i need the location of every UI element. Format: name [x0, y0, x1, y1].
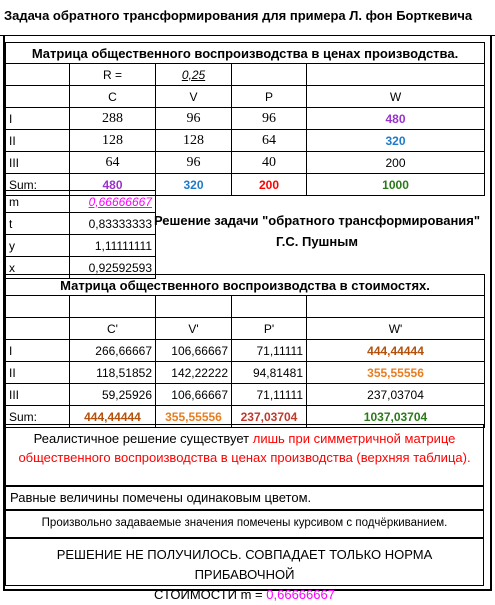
solution-line-2: Г.С. Пушным: [276, 234, 358, 249]
sum-cell: 444,44444: [70, 406, 156, 428]
note1-red: лишь при симметричной матрице общественного воспроизводства в ценах производства (верхняя таблица).: [18, 431, 471, 465]
conclusion-m-value: 0,66666667: [266, 587, 335, 602]
note-realistic-solution: [5, 424, 484, 486]
table-cell: 64: [232, 130, 307, 152]
table-cell: 118,51852: [70, 362, 156, 384]
row-label: I: [6, 340, 70, 362]
sum-cell: 355,55556: [156, 406, 232, 428]
r-label: R =: [70, 64, 156, 86]
table2-header: Матрица общественного воспроизводства в стоимостях.: [6, 275, 485, 296]
sum-cell: 237,03704: [232, 406, 307, 428]
table-cell: 200: [307, 152, 485, 174]
row-label: III: [6, 152, 70, 174]
param-row: [6, 213, 156, 235]
table-cell: 142,22222: [156, 362, 232, 384]
param-row: [6, 235, 156, 257]
table-cell: 71,11111: [232, 384, 307, 406]
sheet-title: Задача обратного трансформирования для примера Л. фон Борткевича: [0, 0, 495, 36]
table-row: [6, 108, 485, 130]
table-cell: 64: [70, 152, 156, 174]
production-price-table: [5, 42, 485, 196]
param-label: x: [6, 257, 70, 279]
table-cell: 94,81481: [232, 362, 307, 384]
table-cell: 480: [307, 108, 485, 130]
conclusion-line-2: СТОИМОСТИ m =: [154, 587, 267, 602]
note-equal-values: Равные величины помечены одинаковым цветом.: [5, 486, 484, 510]
table-cell: 237,03704: [307, 384, 485, 406]
row-label: I: [6, 108, 70, 130]
col-header-v: V: [156, 86, 232, 108]
table-cell: 128: [156, 130, 232, 152]
table-row: [6, 130, 485, 152]
table-cell: 96: [156, 108, 232, 130]
table-row: [6, 384, 485, 406]
table1-header: Матрица общественного воспроизводства в ценах производства.: [6, 43, 485, 64]
table-cell: 266,66667: [70, 340, 156, 362]
param-value-m[interactable]: 0,66666667: [70, 191, 156, 213]
row-label: Sum:: [6, 406, 70, 428]
table-row: [6, 340, 485, 362]
param-value-x: 0,92592593: [70, 257, 156, 279]
table-cell: 320: [307, 130, 485, 152]
col-header-v-prime: V': [156, 318, 232, 340]
sum-cell: 200: [232, 174, 307, 196]
sum-cell: 320: [156, 174, 232, 196]
table-cell: 71,11111: [232, 340, 307, 362]
table-cell: 355,55556: [307, 362, 485, 384]
param-label: t: [6, 213, 70, 235]
col-header-c-prime: C': [70, 318, 156, 340]
col-header-w: W: [307, 86, 485, 108]
conclusion-line-1: РЕШЕНИЕ НЕ ПОЛУЧИЛОСЬ. СОВПАДАЕТ ТОЛЬКО НОРМА ПРИБАВОЧНОЙ: [56, 547, 433, 582]
table-cell: 106,66667: [156, 384, 232, 406]
col-header-c: C: [70, 86, 156, 108]
col-header-p: P: [232, 86, 307, 108]
table-cell: 444,44444: [307, 340, 485, 362]
param-value-y: 1,11111111: [70, 235, 156, 257]
row-label: III: [6, 384, 70, 406]
row-label: Sum:: [6, 174, 70, 196]
table-cell: 96: [232, 108, 307, 130]
value-table: [5, 274, 485, 428]
table-cell: 96: [156, 152, 232, 174]
sum-cell: 1037,03704: [307, 406, 485, 428]
table-cell: 106,66667: [156, 340, 232, 362]
note1-black: Реалистичное решение существует: [33, 431, 250, 446]
col-header-w-prime: W': [307, 318, 485, 340]
table-cell: 128: [70, 130, 156, 152]
table-cell: 59,25926: [70, 384, 156, 406]
r-value[interactable]: 0,25: [156, 64, 232, 86]
note-italic-values: Произвольно задаваемые значения помечены курсивом с подчёркиванием.: [5, 510, 484, 538]
param-label: y: [6, 235, 70, 257]
col-header-p-prime: P': [232, 318, 307, 340]
sum-cell: 1000: [307, 174, 485, 196]
param-value-t: 0,83333333: [70, 213, 156, 235]
solution-line-1: Решение задачи "обратного трансформирования": [153, 213, 481, 228]
sum-cell: 480: [70, 174, 156, 196]
solution-caption: [152, 210, 482, 252]
table-cell: 288: [70, 108, 156, 130]
table-row: [6, 362, 485, 384]
param-label: m: [6, 191, 70, 213]
table-cell: 40: [232, 152, 307, 174]
params-table: [5, 190, 156, 279]
note-conclusion: [5, 538, 484, 602]
row-label: II: [6, 362, 70, 384]
table-row: [6, 152, 485, 174]
param-row: [6, 191, 156, 213]
row-label: II: [6, 130, 70, 152]
